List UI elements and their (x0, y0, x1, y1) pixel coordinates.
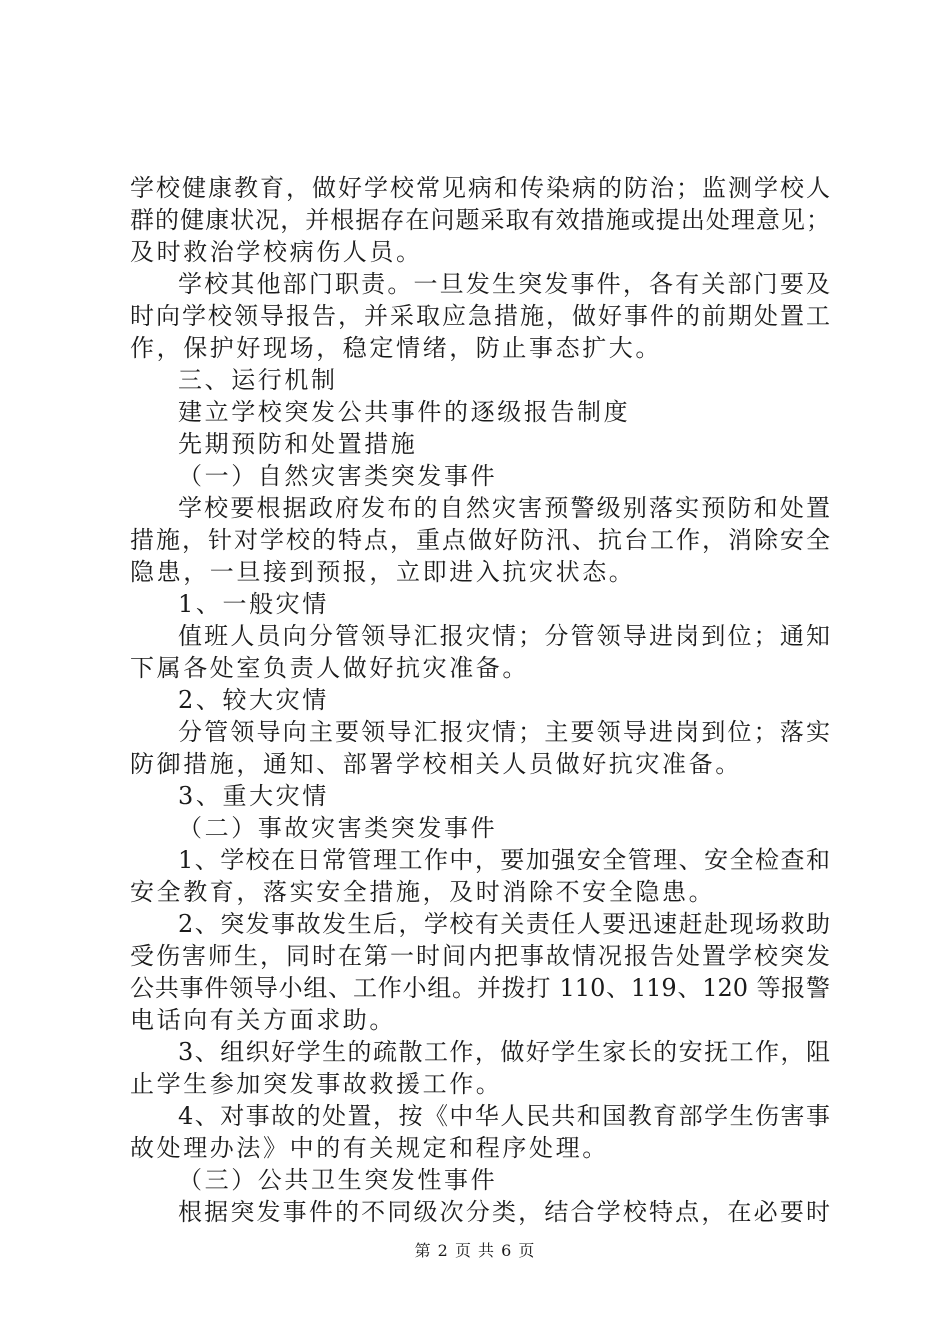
text-line: 故处理办法》中的有关规定和程序处理。 (130, 1134, 609, 1162)
text-line: 先期预防和处置措施 (178, 430, 418, 458)
section-heading: 三、运行机制 (178, 366, 338, 394)
list-item-heading: 1、一般灾情 (178, 590, 329, 618)
list-item-heading: 2、较大灾情 (178, 686, 329, 714)
text-line: 学校健康教育，做好学校常见病和传染病的防治；监测学校人 (130, 174, 830, 202)
text-line: 4、对事故的处置，按《中华人民共和国教育部学生伤害事 (178, 1102, 830, 1130)
text-line: 分管领导向主要领导汇报灾情；主要领导进岗到位；落实 (178, 718, 830, 746)
text-line: 及时救治学校病伤人员。 (130, 238, 423, 266)
text-line: 隐患，一旦接到预报，立即进入抗灾状态。 (130, 558, 636, 586)
text-line: 根据突发事件的不同级次分类，结合学校特点，在必要时 (178, 1198, 830, 1226)
text-line: 作，保护好现场，稳定情绪，防止事态扩大。 (130, 334, 662, 362)
text-line: 1、学校在日常管理工作中，要加强安全管理、安全检查和 (178, 846, 830, 874)
subsection-heading: （三）公共卫生突发性事件 (178, 1166, 498, 1194)
text-line: 2、突发事故发生后，学校有关责任人要迅速赶赴现场救助 (178, 910, 830, 938)
text-line: 值班人员向分管领导汇报灾情；分管领导进岗到位；通知 (178, 622, 830, 650)
text-line: 电话向有关方面求助。 (130, 1006, 396, 1034)
subsection-heading: （二）事故灾害类突发事件 (178, 814, 498, 842)
text-line: 群的健康状况，并根据存在问题采取有效措施或提出处理意见； (130, 206, 830, 234)
text-line: 公共事件领导小组、工作小组。并拨打 110、119、120 等报警 (130, 974, 830, 1002)
text-line: 学校要根据政府发布的自然灾害预警级别落实预防和处置 (178, 494, 830, 522)
text-line: 止学生参加突发事故救援工作。 (130, 1070, 503, 1098)
text-line: 防御措施，通知、部署学校相关人员做好抗灾准备。 (130, 750, 742, 778)
text-line: 建立学校突发公共事件的逐级报告制度 (178, 398, 631, 426)
text-line: 措施，针对学校的特点，重点做好防汛、抗台工作，消除安全 (130, 526, 830, 554)
text-line: 安全教育，落实安全措施，及时消除不安全隐患。 (130, 878, 716, 906)
subsection-heading: （一）自然灾害类突发事件 (178, 462, 498, 490)
list-item-heading: 3、重大灾情 (178, 782, 329, 810)
text-line: 学校其他部门职责。一旦发生突发事件，各有关部门要及 (178, 270, 830, 298)
document-body (130, 172, 830, 1228)
text-line: 受伤害师生，同时在第一时间内把事故情况报告处置学校突发 (130, 942, 830, 970)
page-footer: 第 2 页 共 6 页 (414, 1241, 536, 1260)
text-line: 时向学校领导报告，并采取应急措施，做好事件的前期处置工 (130, 302, 830, 330)
text-line: 3、组织好学生的疏散工作，做好学生家长的安抚工作，阻 (178, 1038, 830, 1066)
text-line: 下属各处室负责人做好抗灾准备。 (130, 654, 529, 682)
